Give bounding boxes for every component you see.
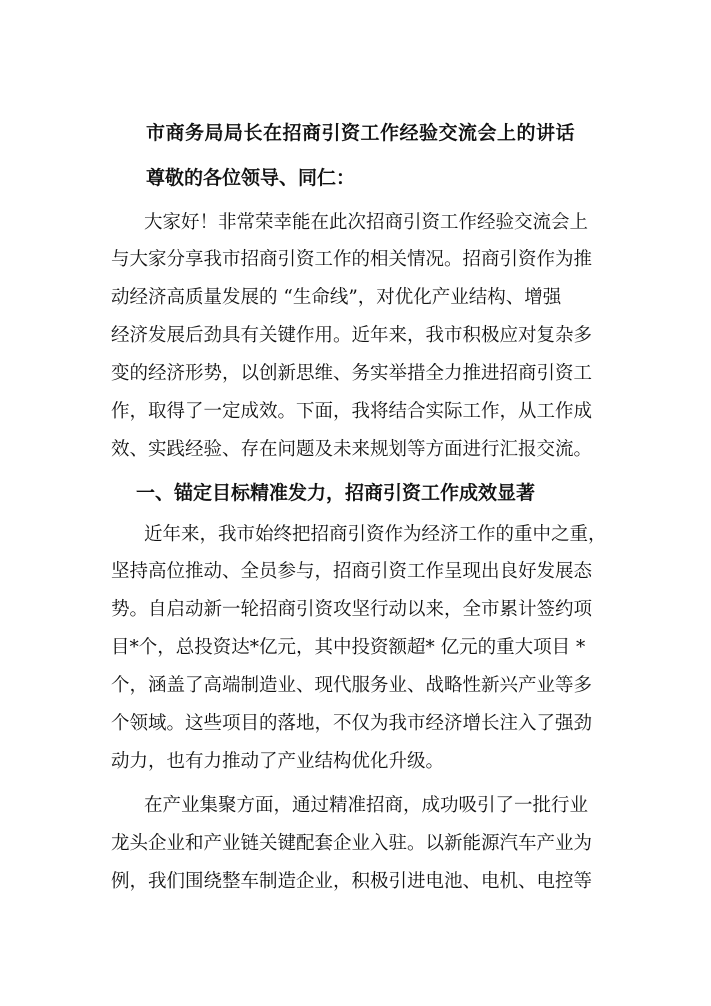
paragraph-line: 目*个，总投资达*亿元，其中投资额超* 亿元的重大项目 *	[111, 637, 586, 658]
paragraph-line: 个，涵盖了高端制造业、现代服务业、战略性新兴产业等多	[111, 675, 593, 696]
paragraph-line: 作，取得了一定成效。下面，我将结合实际工作，从工作成	[111, 401, 593, 422]
paragraph-line: 近年来，我市始终把招商引资作为经济工作的重中之重，	[144, 524, 607, 545]
section-heading: 一、锚定目标精准发力，招商引资工作成效显著	[136, 482, 536, 504]
paragraph-line: 与大家分享我市招商引资工作的相关情况。招商引资作为推	[111, 249, 593, 270]
paragraph-line: 效、实践经验、存在问题及未来规划等方面进行汇报交流。	[111, 439, 593, 460]
paragraph-line: 例，我们围绕整车制造企业，积极引进电池、电机、电控等	[111, 871, 593, 892]
paragraph-line: 动力，也有力推动了产业结构优化升级。	[111, 751, 445, 772]
salutation: 尊敬的各位领导、同仁：	[146, 167, 356, 189]
paragraph-line: 坚持高位推动、全员参与，招商引资工作呈现出良好发展态	[111, 561, 593, 582]
paragraph-line: 个领域。这些项目的落地，不仅为我市经济增长注入了强劲	[111, 713, 593, 734]
paragraph-line: 动经济高质量发展的 “生命线”，对优化产业结构、增强	[111, 287, 562, 308]
paragraph-line: 大家好！非常荣幸能在此次招商引资工作经验交流会上	[144, 212, 589, 233]
paragraph-line: 势。自启动新一轮招商引资攻坚行动以来，全市累计签约项	[111, 599, 593, 620]
paragraph-line: 经济发展后劲具有关键作用。近年来，我市积极应对复杂多	[111, 325, 593, 346]
paragraph-line: 龙头企业和产业链关键配套企业入驻。以新能源汽车产业为	[111, 833, 593, 854]
paragraph-line: 变的经济形势，以创新思维、务实举措全力推进招商引资工	[111, 363, 593, 384]
paragraph-line: 在产业集聚方面，通过精准招商，成功吸引了一批行业	[144, 795, 589, 816]
document-title: 市商务局局长在招商引资工作经验交流会上的讲话	[146, 122, 576, 144]
